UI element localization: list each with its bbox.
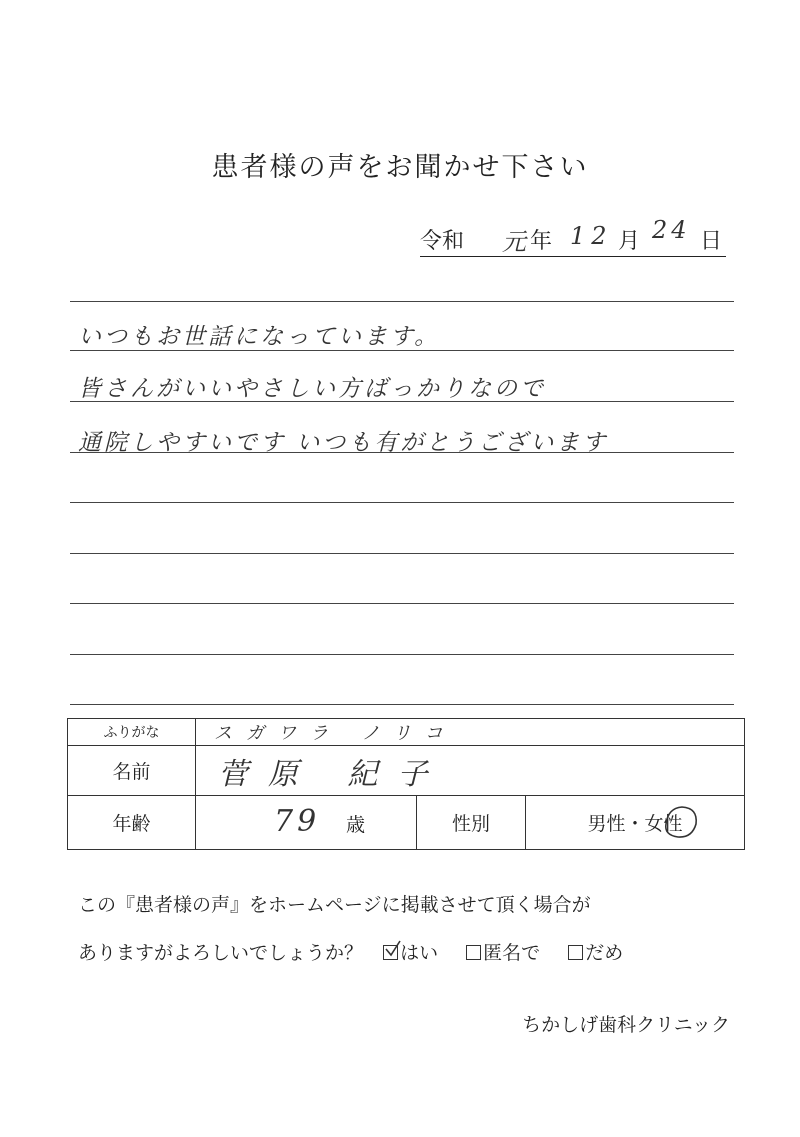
consent-option-yes[interactable] [383,942,444,964]
consent-line-2: ありますがよろしいでしょうか？ [78,942,364,964]
ruled-line [70,603,734,604]
comment-line-1: いつもお世話になっています。 [78,324,441,350]
age-label: 年齢 [68,796,196,850]
day-label: 日 [700,229,723,254]
day-value: 24 [652,216,691,244]
year-label: 年 [530,229,553,254]
year-value: 元 [502,228,526,256]
consent-line-1: この『患者様の声』をホームページに掲載させて頂く場合が [78,894,591,916]
age-value: 79 [274,804,321,839]
checkbox-checked-icon[interactable] [383,945,398,960]
consent-option-no[interactable] [568,942,623,964]
ruled-line [70,704,734,705]
age-unit: 歳 [346,814,366,836]
option-label: はい [400,942,439,964]
era-label: 令和 [420,229,465,254]
ruled-line [70,553,734,554]
consent-line-2-row [78,938,623,965]
comment-line-2: 皆さんがいいやさしい方ばっかりなので [78,376,546,402]
name-value: 菅原 紀子 [196,746,745,796]
checkbox-icon[interactable] [568,945,583,960]
option-label: だめ [585,942,624,964]
date-field [420,216,726,257]
month-value: 12 [570,222,613,250]
gender-label: 性別 [417,796,526,850]
form-title: 患者様の声をお聞かせ下さい [211,152,589,183]
clinic-name: ちかしげ歯科クリニック [522,1014,730,1036]
name-label: 名前 [68,746,196,796]
month-label: 月 [618,229,641,254]
ruled-line [70,502,734,503]
age-cell [196,796,417,850]
furigana-value: スガワラ ノリコ [196,719,745,746]
consent-option-anonymous[interactable] [466,942,546,964]
ruled-line [70,301,734,302]
ruled-line [70,654,734,655]
checkbox-icon[interactable] [466,945,481,960]
comment-line-3: 通院しやすいです いつも有がとうございます [78,430,609,456]
patient-info-table [67,718,745,850]
gender-options: 男性・女性 [587,813,683,835]
option-label: 匿名で [483,942,541,964]
selection-circle-icon [658,802,702,842]
gender-options-cell [526,796,745,850]
furigana-label: ふりがな [68,719,196,746]
